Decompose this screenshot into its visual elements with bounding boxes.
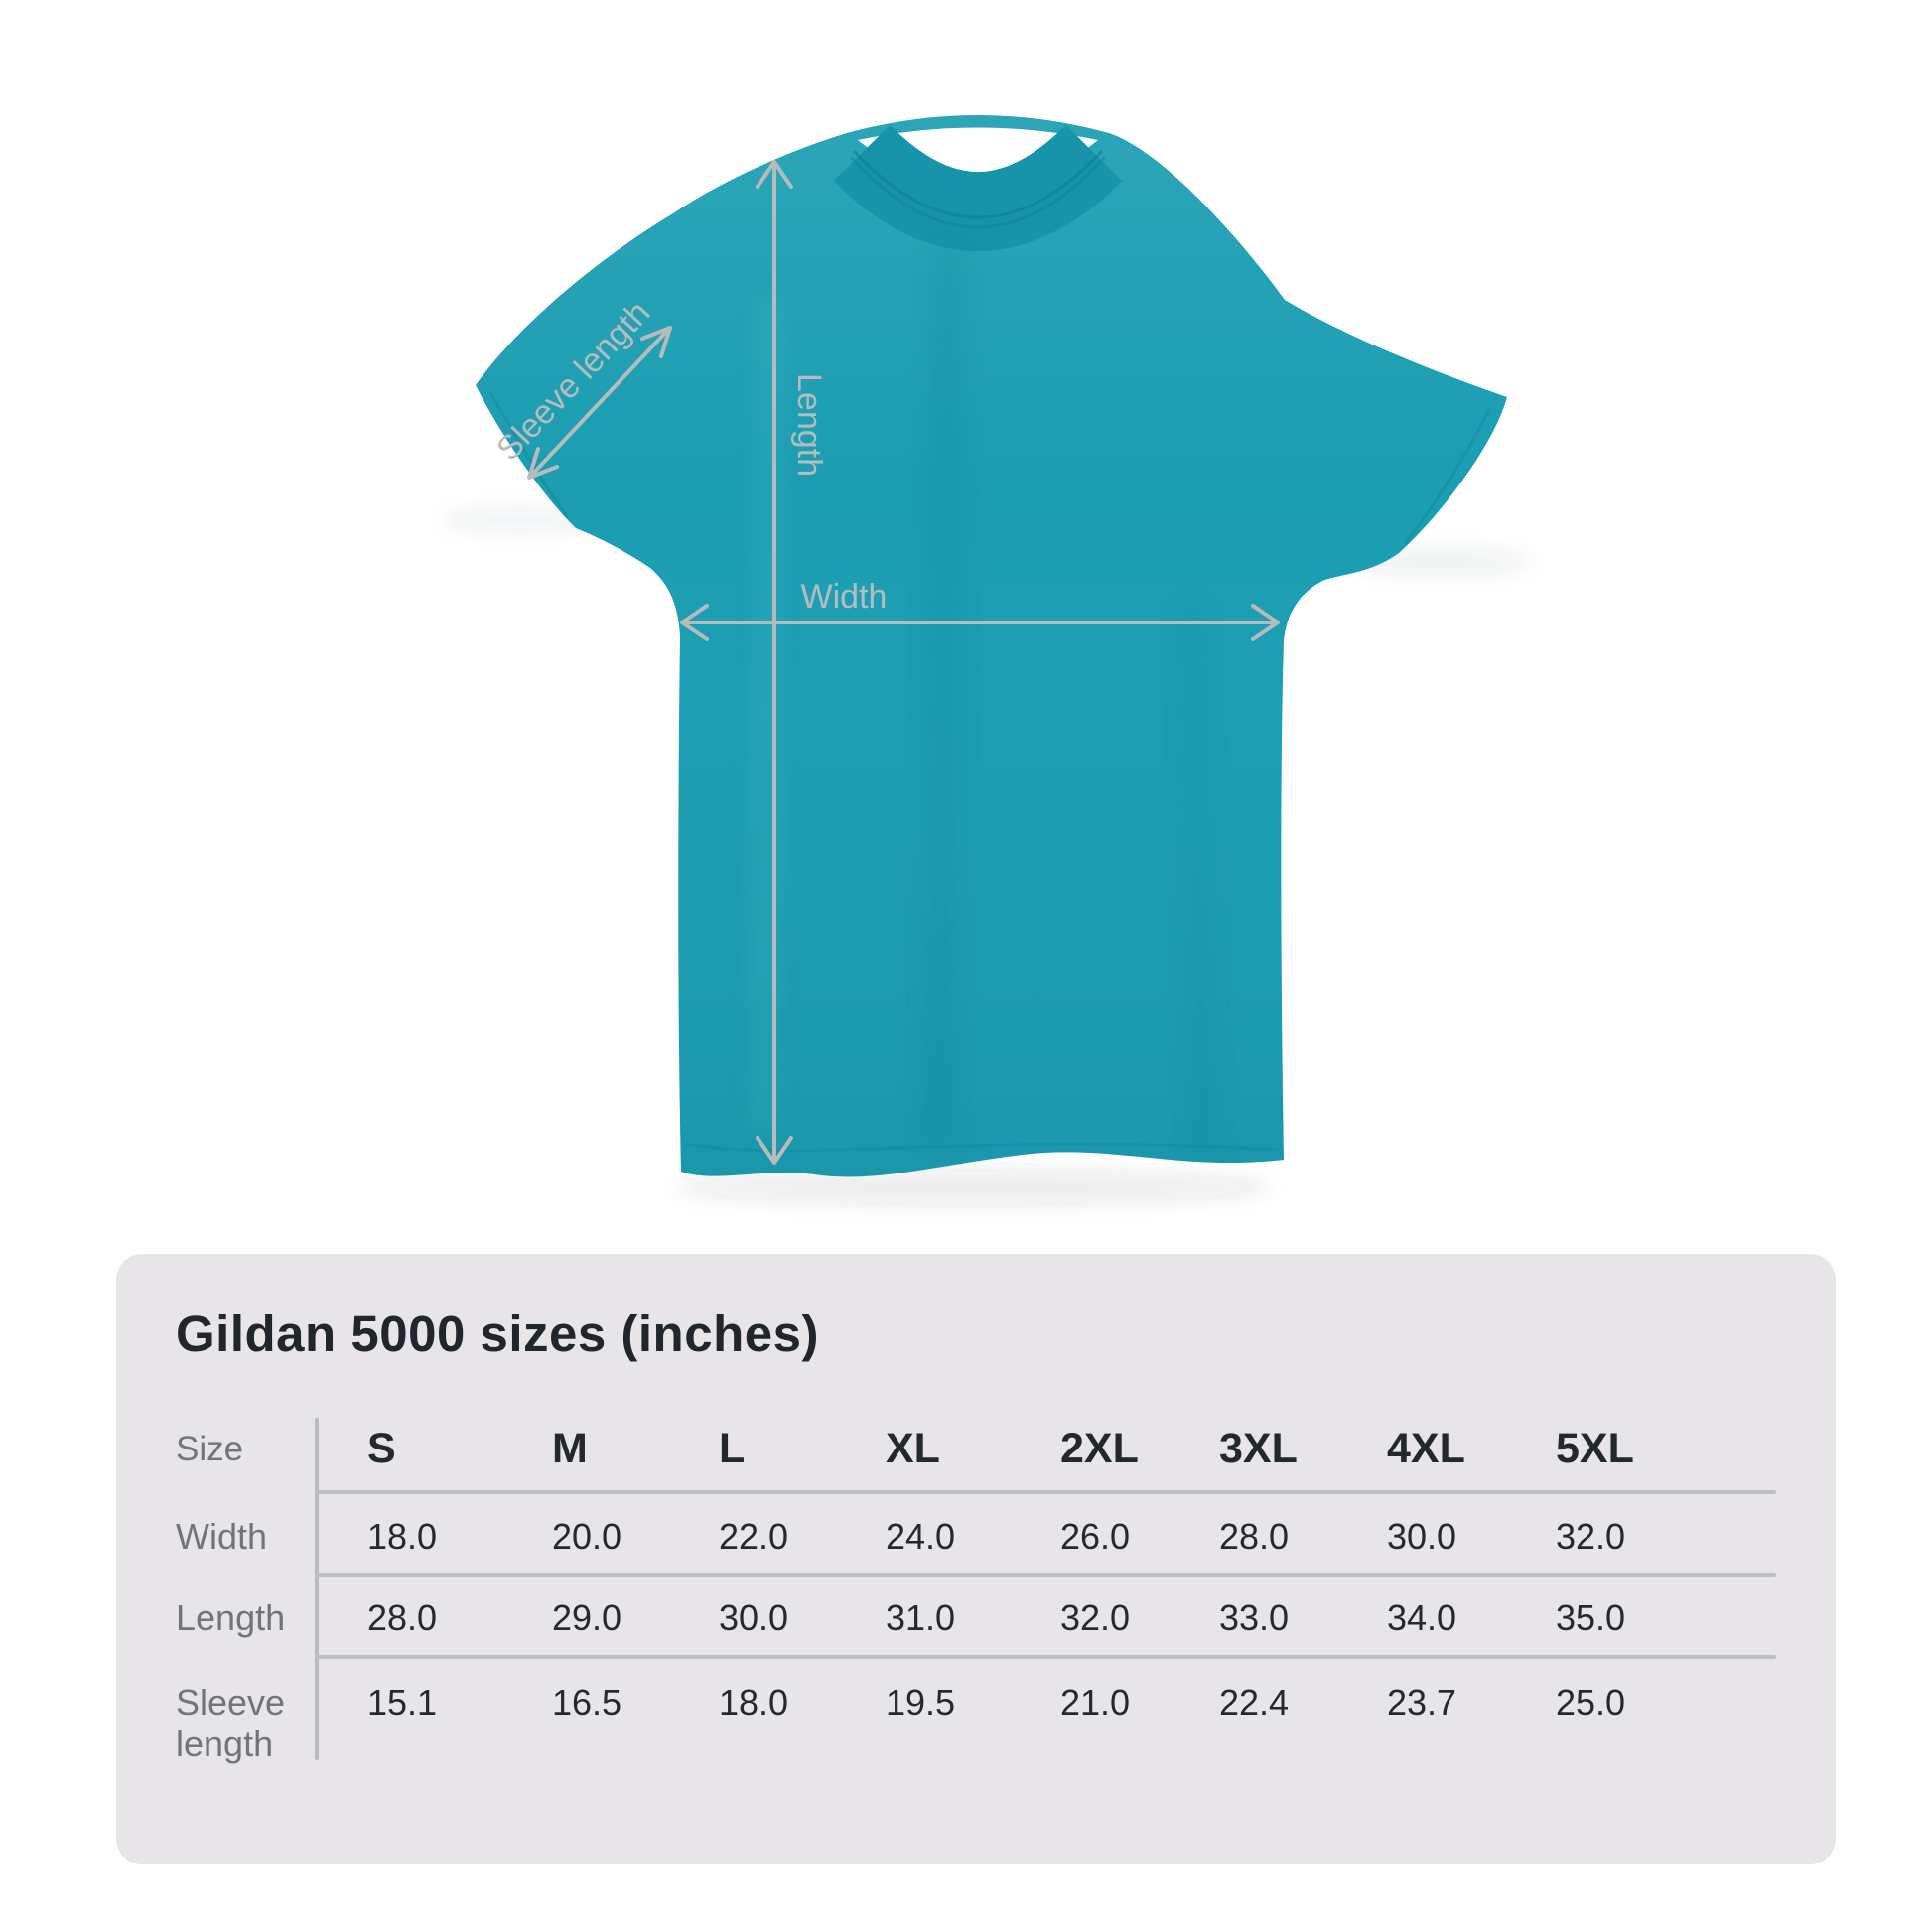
table-cell: 21.0 [1060, 1682, 1131, 1723]
column-header-5xl: 5XL [1556, 1425, 1634, 1472]
table-cell: 28.0 [1219, 1516, 1290, 1557]
table-cell: 16.5 [552, 1682, 622, 1723]
column-header-3xl: 3XL [1219, 1425, 1298, 1472]
tshirt-shading [476, 115, 1507, 1176]
table-cell: 34.0 [1387, 1597, 1457, 1638]
table-divider [315, 1418, 319, 1760]
table-cell: 22.4 [1219, 1682, 1290, 1723]
table-cell: 24.0 [886, 1516, 956, 1557]
table-cell: 30.0 [719, 1597, 789, 1638]
column-header-xl: XL [886, 1425, 940, 1472]
table-cell: 18.0 [367, 1516, 438, 1557]
table-cell: 19.5 [886, 1682, 956, 1723]
table-rule [315, 1655, 1776, 1659]
size-column-label: Size [176, 1430, 244, 1468]
column-header-4xl: 4XL [1387, 1425, 1465, 1472]
column-header-l: L [719, 1425, 746, 1472]
table-cell: 28.0 [367, 1597, 438, 1638]
table-cell: 33.0 [1219, 1597, 1290, 1638]
column-header-m: M [552, 1425, 588, 1472]
table-rule [315, 1573, 1776, 1577]
table-cell: 18.0 [719, 1682, 789, 1723]
column-header-s: S [367, 1425, 396, 1472]
table-cell: 35.0 [1556, 1597, 1626, 1638]
table-cell: 32.0 [1556, 1516, 1626, 1557]
table-cell: 32.0 [1060, 1597, 1131, 1638]
table-cell: 22.0 [719, 1516, 789, 1557]
sleeve-length-label: Sleeve length [489, 293, 658, 469]
column-header-2xl: 2XL [1060, 1425, 1139, 1472]
row-label-sleeve-length: Sleeve length [176, 1682, 286, 1764]
table-cell: 23.7 [1387, 1682, 1457, 1723]
table-title: Gildan 5000 sizes (inches) [176, 1306, 819, 1362]
table-rule [315, 1490, 1776, 1494]
table-cell: 26.0 [1060, 1516, 1131, 1557]
length-label: Length [790, 373, 828, 477]
width-label: Width [800, 578, 888, 616]
table-cell: 29.0 [552, 1597, 622, 1638]
table-cell: 30.0 [1387, 1516, 1457, 1557]
row-label-width: Width [176, 1516, 268, 1557]
table-cell: 25.0 [1556, 1682, 1626, 1723]
row-label-length: Length [176, 1597, 286, 1638]
table-cell: 15.1 [367, 1682, 438, 1723]
table-cell: 20.0 [552, 1516, 622, 1557]
table-cell: 31.0 [886, 1597, 956, 1638]
size-table-panel [116, 1254, 1836, 1864]
